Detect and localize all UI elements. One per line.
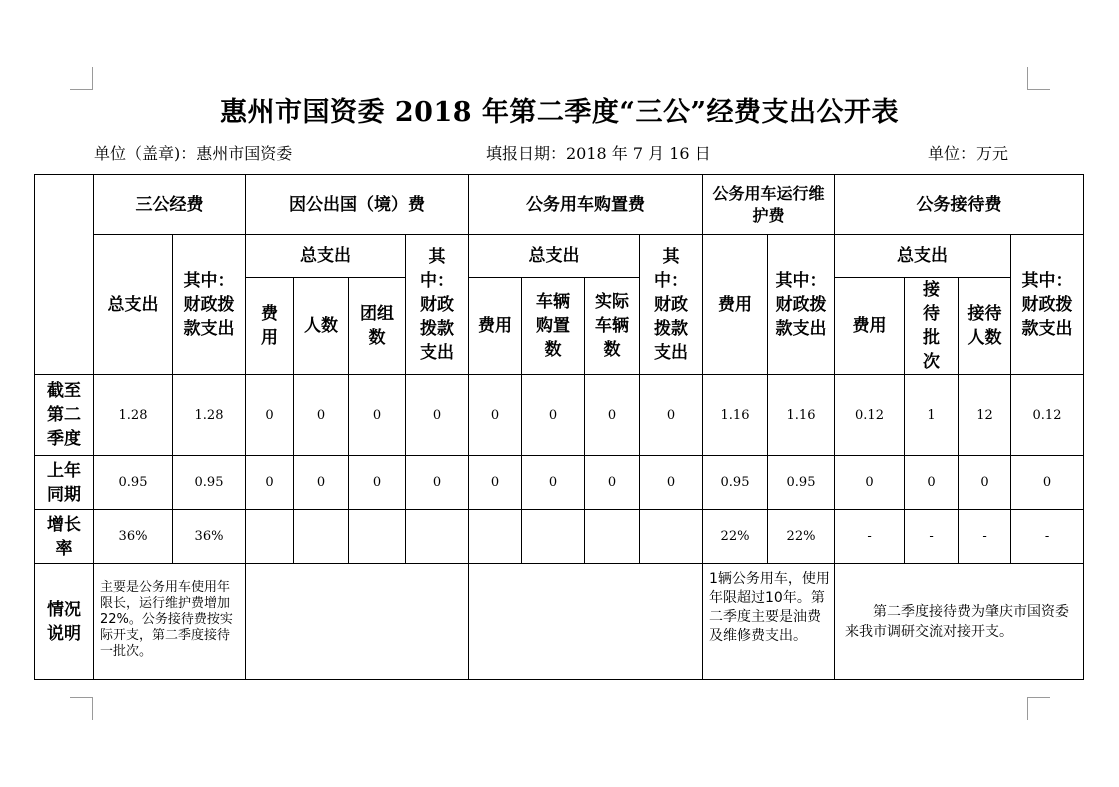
- header-purchase-fee: 费用: [469, 278, 522, 375]
- table-cell: 0: [294, 456, 349, 510]
- crop-mark-bottom-left: [70, 697, 93, 720]
- reporting-unit: 单位（盖章)：惠州市国资委: [94, 144, 293, 163]
- money-unit: 单位：万元: [928, 144, 1009, 163]
- table-cell: -: [1011, 510, 1084, 564]
- header-reception-total: 总支出: [835, 235, 1011, 278]
- table-row: [35, 375, 1084, 456]
- table-cell: [406, 510, 469, 564]
- header-overseas: 因公出国（境）费: [246, 175, 469, 235]
- header-vehicle-ops-fiscal: 其中：财政拨款支出: [768, 235, 835, 375]
- table-cell: 36%: [94, 510, 173, 564]
- table-cell: 0: [585, 375, 640, 456]
- header-reception-fee: 费用: [835, 278, 905, 375]
- table-cell: 0: [246, 456, 294, 510]
- header-overseas-fiscal: 其中：财政拨款支出: [406, 235, 469, 375]
- crop-mark-bottom-right: [1027, 697, 1050, 720]
- table-cell: 1.16: [703, 375, 768, 456]
- header-sangong-total: 总支出: [94, 235, 173, 375]
- header-row-groups: [35, 175, 1084, 235]
- table-cell: -: [905, 510, 959, 564]
- header-sangong: 三公经费: [94, 175, 246, 235]
- document-title: 惠州市国资委 2018 年第二季度“三公”经费支出公开表: [219, 97, 899, 128]
- table-cell: 0.12: [1011, 375, 1084, 456]
- header-vehicle-ops: 公务用车运行维护费: [703, 175, 835, 235]
- table-cell: 0.95: [703, 456, 768, 510]
- table-cell: 0.95: [173, 456, 246, 510]
- row-label: 截至第二季度: [35, 375, 94, 456]
- table-cell: 1.16: [768, 375, 835, 456]
- header-reception-people: 接待人数: [959, 278, 1011, 375]
- reporting-date: 填报日期：2018 年 7 月 16 日: [486, 144, 711, 163]
- table-cell: 0: [406, 456, 469, 510]
- table-cell: 0: [246, 375, 294, 456]
- note-sangong: 主要是公务用车使用年限长，运行维护费增加22%。公务接待费按实际开支，第二季度接待一批次。: [94, 564, 246, 680]
- table-cell: 0: [469, 456, 522, 510]
- table-cell: 0: [959, 456, 1011, 510]
- row-label: 增长率: [35, 510, 94, 564]
- table-cell: [349, 510, 406, 564]
- header-reception-batches: 接待批次: [905, 278, 959, 375]
- notes-label: 情况说明: [35, 564, 94, 680]
- table-cell: 12: [959, 375, 1011, 456]
- note-reception-text: 第二季度接待费为肇庆市国资委来我市调研交流对接开支。: [845, 603, 1070, 640]
- table-cell: 0: [585, 456, 640, 510]
- table-cell: 0.12: [835, 375, 905, 456]
- header-sangong-fiscal: 其中：财政拨款支出: [173, 235, 246, 375]
- notes-row: [35, 564, 1084, 680]
- table-cell: 0: [349, 456, 406, 510]
- crop-mark-top-right: [1027, 67, 1050, 90]
- table-cell: -: [959, 510, 1011, 564]
- header-reception: 公务接待费: [835, 175, 1084, 235]
- table-cell: 0: [522, 456, 585, 510]
- header-overseas-fee: 费用: [246, 278, 294, 375]
- table-cell: 0: [640, 456, 703, 510]
- header-overseas-groups: 团组数: [349, 278, 406, 375]
- table-cell: 1.28: [94, 375, 173, 456]
- table-cell: 0: [905, 456, 959, 510]
- table-row: [35, 456, 1084, 510]
- expense-table: [34, 174, 1084, 680]
- table-cell: 0.95: [768, 456, 835, 510]
- note-vehicle-ops: 1辆公务用车，使用年限超过10年。第二季度主要是油费及维修费支出。: [703, 564, 835, 680]
- header-overseas-people: 人数: [294, 278, 349, 375]
- table-cell: 0: [1011, 456, 1084, 510]
- table-cell: [522, 510, 585, 564]
- header-vehicle-ops-fee: 费用: [703, 235, 768, 375]
- table-cell: 22%: [703, 510, 768, 564]
- note-overseas: [246, 564, 469, 680]
- header-row-sub: [35, 235, 1084, 278]
- header-reception-fiscal: 其中：财政拨款支出: [1011, 235, 1084, 375]
- table-cell: -: [835, 510, 905, 564]
- table-cell: 36%: [173, 510, 246, 564]
- note-purchase: [469, 564, 703, 680]
- table-cell: [469, 510, 522, 564]
- corner-cell: [35, 175, 94, 375]
- table-cell: 22%: [768, 510, 835, 564]
- table-cell: [640, 510, 703, 564]
- header-purchase-count: 车辆购置数: [522, 278, 585, 375]
- table-cell: [246, 510, 294, 564]
- header-purchase-total: 总支出: [469, 235, 640, 278]
- table-cell: 0: [640, 375, 703, 456]
- table-cell: [294, 510, 349, 564]
- header-actual-vehicles: 实际车辆数: [585, 278, 640, 375]
- table-cell: [585, 510, 640, 564]
- table-cell: 0: [469, 375, 522, 456]
- table-cell: 0.95: [94, 456, 173, 510]
- header-purchase-fiscal: 其中：财政拨款支出: [640, 235, 703, 375]
- row-label: 上年同期: [35, 456, 94, 510]
- table-cell: 0: [406, 375, 469, 456]
- crop-mark-top-left: [70, 67, 93, 90]
- table-cell: 0: [522, 375, 585, 456]
- table-row: [35, 510, 1084, 564]
- table-cell: 1.28: [173, 375, 246, 456]
- note-reception: [835, 564, 1084, 680]
- table-cell: 0: [349, 375, 406, 456]
- table-cell: 0: [835, 456, 905, 510]
- header-overseas-total: 总支出: [246, 235, 406, 278]
- header-vehicle-purchase: 公务用车购置费: [469, 175, 703, 235]
- table-cell: 0: [294, 375, 349, 456]
- table-cell: 1: [905, 375, 959, 456]
